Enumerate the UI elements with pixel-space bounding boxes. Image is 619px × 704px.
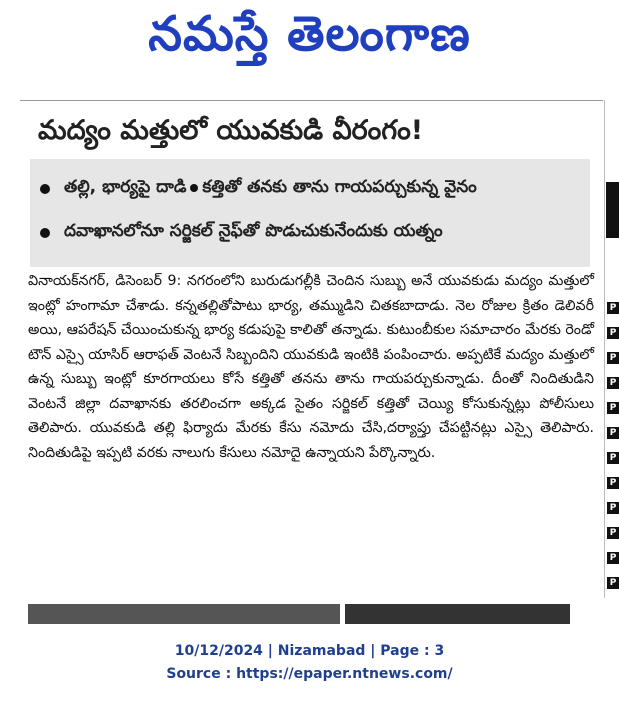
bullet-2-text: దవాఖానలోనూ సర్జికల్ నైఫ్‌తో పొడుచుకునేందుకు యత్నం: [64, 221, 443, 241]
article-headline: మద్యం మత్తులో యువకుడి వీరంగం!: [38, 115, 424, 146]
strip-marker: P: [607, 327, 619, 339]
bullet-item-1: [40, 177, 477, 201]
strip-marker: P: [607, 402, 619, 414]
bullet-1-part-a: తల్లి, భార్యపై దాడి: [64, 177, 187, 197]
masthead-title: నమస్తే తెలంగాణ: [148, 6, 471, 62]
strip-marker: P: [607, 452, 619, 464]
bullet-dot-icon: [40, 184, 50, 194]
article-clipping: [20, 100, 603, 623]
footer-source-url[interactable]: Source : https://epaper.ntnews.com/: [166, 666, 453, 682]
newspaper-masthead: [0, 0, 619, 80]
bullet-1-part-b: కత్తితో తనకు తాను గాయపర్చుకున్న వైనం: [202, 177, 477, 197]
strip-marker: P: [607, 502, 619, 514]
strip-marker: P: [607, 477, 619, 489]
footer-date-edition: 10/12/2024 | Nizamabad | Page : 3: [174, 643, 445, 659]
strip-marker: P: [607, 552, 619, 564]
bullet-dot-icon: [40, 228, 50, 238]
strip-marker: P: [607, 302, 619, 314]
summary-bullets: [30, 159, 590, 267]
strip-marker: P: [607, 577, 619, 589]
adjacent-image-block: [606, 182, 619, 238]
strip-marker: P: [607, 527, 619, 539]
strip-marker: P: [607, 427, 619, 439]
strip-marker: P: [607, 377, 619, 389]
source-footer: [0, 640, 619, 686]
bottom-advert-right: [345, 604, 570, 624]
strip-marker: P: [607, 352, 619, 364]
bottom-advert-left: [28, 604, 340, 624]
article-body: వినాయక్‌నగర్, డిసెంబర్ 9: నగరంలోని బురుడుగల్లీకి చెందిన సుబ్బు అనే యువకుడు మద్యం మత్తులో ఇంట్లో హంగామా చేశాడు. కన్నతల్లితోపాటు భార్య, తమ్ముడిని చితకబాదాడు. నెల రోజుల క్రితం డెలివరీ అయి, ఆపరేషన్ చేయించుకున్న భార్య కడుపుపై కాలితో తన్నాడు. కుటుంబీకుల సమాచారం మేరకు రెండో టౌన్ ఎస్సై యాసిర్ ఆరాఫత్ వెంటనే సిబ్బందిని యువకుడి ఇంటికి పంపించారు. అప్పటికే మద్యం మత్తులో ఉన్న సుబ్బు ఇంట్లో కూరగాయలు కోసే కత్తితో తనను తాను గాయపర్చుకున్నాడు. దీంతో నిందితుడిని వెంటనే జిల్లా దవాఖానకు తరలించగా అక్కడ సైతం సర్జికల్ కత్తితో చెయ్యి కోసుకున్నట్లు పోలీసులు తెలిపారు. యువకుడి తల్లి ఫిర్యాదు మేరకు కేసు నమోదు చేసి,దర్యాప్తు చేపట్టినట్లు ఎస్సై తెలిపారు. నిందితుడిపై ఇప్పటి వరకు నాలుగు కేసులు నమోదై ఉన్నాయని పేర్కొన్నారు.: [28, 273, 594, 461]
separator-dot-icon: [190, 184, 198, 192]
bullet-item-2: [40, 221, 443, 245]
adjacent-column-strip: [604, 100, 619, 598]
